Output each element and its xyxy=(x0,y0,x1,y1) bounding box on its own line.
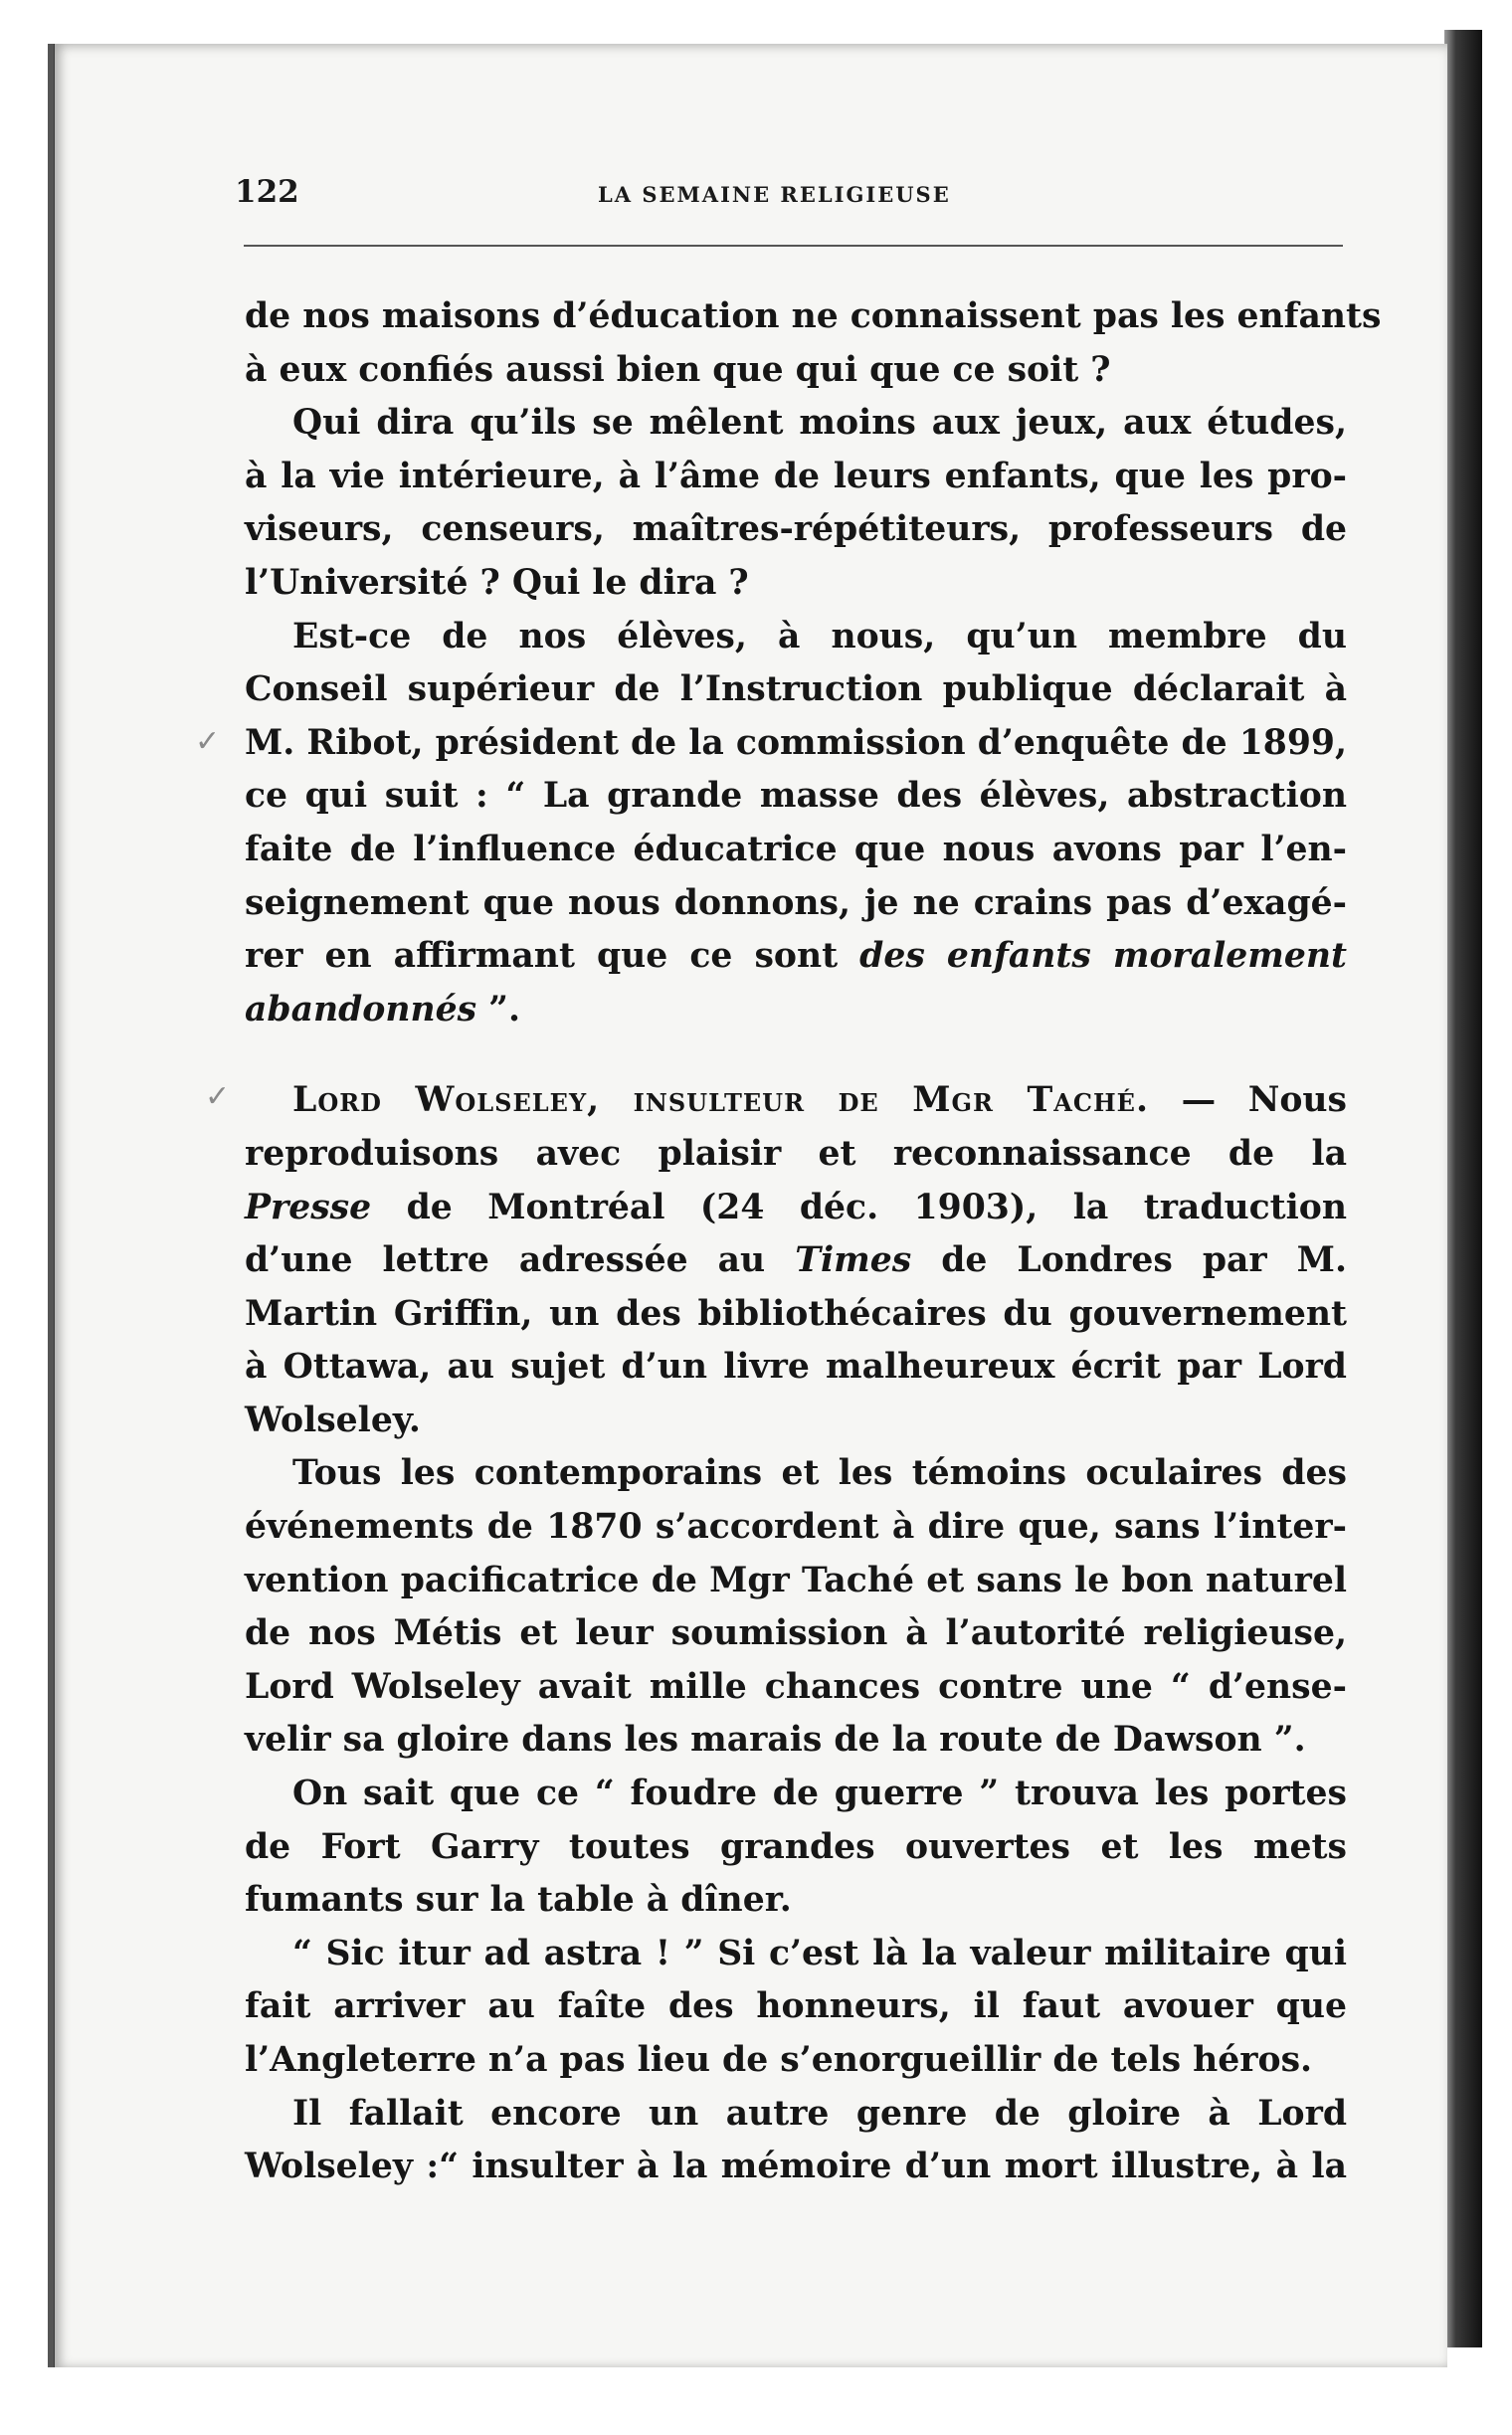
paragraph-gap xyxy=(245,1036,1347,1074)
text-line: événements de 1870 s’accordent à dire que, sans l’inter- xyxy=(245,1507,1347,1548)
text-line xyxy=(245,1182,1347,1235)
text-run: de Montréal (24 déc. 1903), la traduction xyxy=(371,1187,1347,1227)
text-line xyxy=(245,1074,1347,1128)
page-header xyxy=(235,174,1349,214)
text-line: vention pacificatrice de Mgr Taché et sans le bon naturel xyxy=(245,1560,1347,1600)
text-line: Lord Wolseley avait mille chances contre une “ d’ense- xyxy=(245,1666,1347,1707)
text-line: Wolseley. xyxy=(245,1400,421,1440)
text-line: seignement que nous donnons, je ne crains pas d’exagé- xyxy=(245,882,1347,923)
text-line: M. Ribot, président de la commission d’enquête de 1899, xyxy=(245,722,1347,763)
text-line: Est-ce de nos élèves, à nous, qu’un membre du xyxy=(292,616,1347,656)
body-text xyxy=(245,290,1382,2194)
running-title: LA SEMAINE RELIGIEUSE xyxy=(598,182,951,207)
text-line: reproduisons avec plaisir et reconnaissance de la xyxy=(245,1133,1347,1174)
text-line: fait arriver au faîte des honneurs, il faut avouer que xyxy=(245,1986,1347,2027)
italic-phrase: abandonnés xyxy=(245,989,477,1030)
text-line xyxy=(245,930,1347,984)
text-line: l’Université ? Qui le dira ? xyxy=(245,562,749,603)
italic-phrase: Times xyxy=(795,1240,912,1281)
italic-phrase: des enfants moralement xyxy=(859,936,1348,977)
text-line: Qui dira qu’ils se mêlent moins aux jeux, aux études, xyxy=(292,403,1347,444)
margin-check-mark: ✓ xyxy=(205,1079,231,1114)
text-line: à Ottawa, au sujet d’un livre malheureux écrit par Lord xyxy=(245,1347,1347,1388)
text-line: Martin Griffin, un des bibliothécaires du gouvernement xyxy=(245,1293,1347,1334)
text-line: de nos maisons d’éducation ne connaissent pas les enfants xyxy=(245,296,1382,336)
book-edge xyxy=(1444,30,1482,2347)
italic-phrase: Presse xyxy=(245,1187,372,1227)
text-line: ce qui suit : “ La grande masse des élèves, abstraction xyxy=(245,776,1347,817)
header-rule xyxy=(244,245,1343,247)
text-line: fumants sur la table à dîner. xyxy=(245,1880,792,1921)
text-run: d’une lettre adressée au xyxy=(245,1240,796,1281)
text-line: Il fallait encore un autre genre de gloire à Lord xyxy=(292,2093,1347,2134)
section-heading: Lord Wolseley, insulteur de Mgr Taché. xyxy=(292,1080,1150,1121)
text-line: Tous les contemporains et les témoins oculaires des xyxy=(292,1453,1347,1494)
text-line: On sait que ce “ foudre de guerre ” trouva les portes xyxy=(292,1774,1347,1814)
text-line: de Fort Garry toutes grandes ouvertes et les mets xyxy=(245,1826,1347,1867)
text-run: de Londres par M. xyxy=(911,1240,1347,1281)
text-line: faite de l’influence éducatrice que nous avons par l’en- xyxy=(245,829,1347,869)
text-line: à la vie intérieure, à l’âme de leurs enfants, que les pro- xyxy=(245,456,1347,496)
page-stack-edge xyxy=(48,44,54,2367)
text-line: viseurs, censeurs, maîtres-répétiteurs, professeurs de xyxy=(245,509,1347,550)
text-line: l’Angleterre n’a pas lieu de s’enorgueillir de tels héros. xyxy=(245,2040,1313,2080)
page-number: 122 xyxy=(235,174,299,210)
text-run: — Nous xyxy=(1149,1080,1347,1121)
text-line xyxy=(245,984,1347,1037)
text-line: Conseil supérieur de l’Instruction publique déclarait à xyxy=(245,669,1347,710)
text-line xyxy=(245,1234,1347,1288)
text-line: “ Sic itur ad astra ! ” Si c’est là la valeur militaire qui xyxy=(292,1933,1347,1973)
text-run: ”. xyxy=(476,989,521,1030)
text-line: de nos Métis et leur soumission à l’autorité religieuse, xyxy=(245,1613,1347,1654)
text-run: rer en affirmant que ce sont xyxy=(245,936,839,977)
text-line: à eux confiés aussi bien que qui que ce soit ? xyxy=(245,349,1111,390)
text-line: velir sa gloire dans les marais de la route de Dawson ”. xyxy=(245,1720,1306,1761)
text-line: Wolseley :“ insulter à la mémoire d’un mort illustre, à la xyxy=(245,2147,1347,2187)
margin-check-mark: ✓ xyxy=(195,724,221,759)
